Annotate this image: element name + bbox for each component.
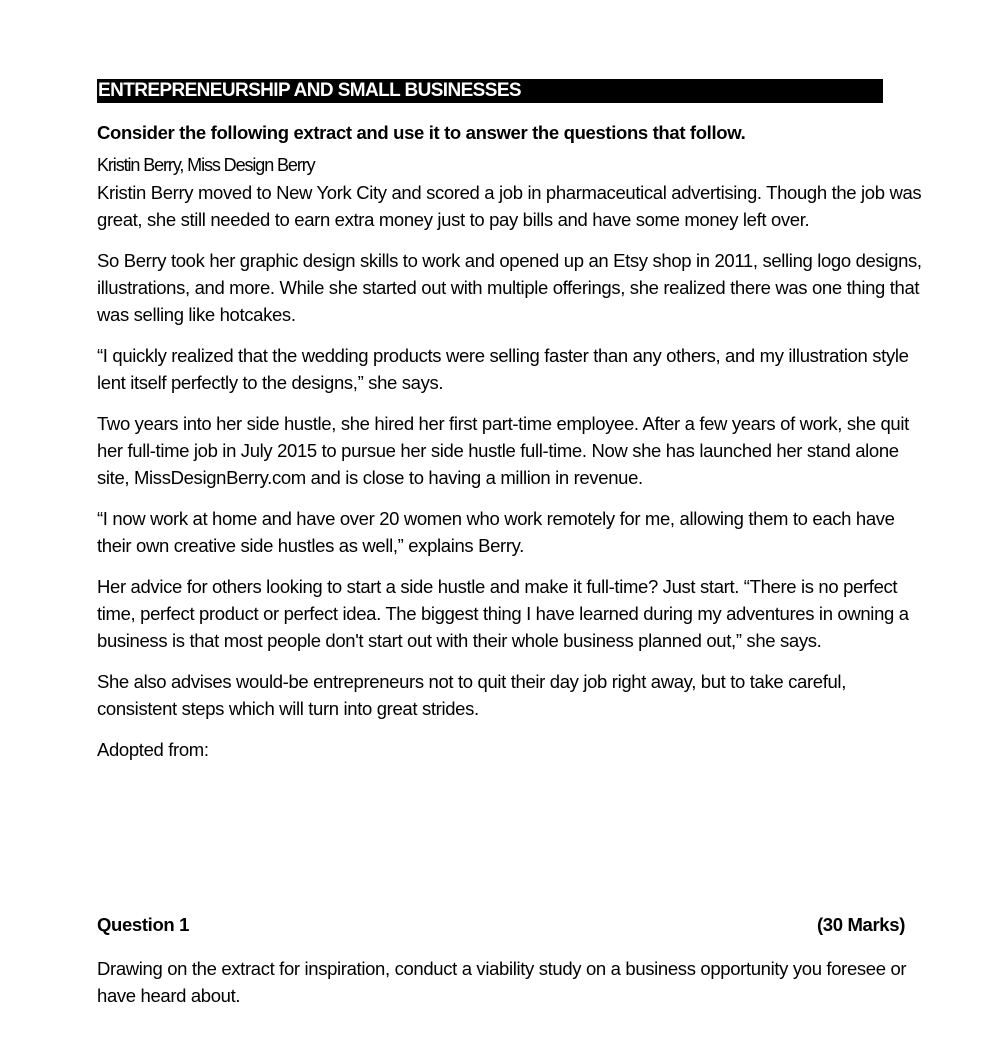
extract-author-line: Kristin Berry, Miss Design Berry xyxy=(97,155,315,175)
section-title: ENTREPRENEURSHIP AND SMALL BUSINESSES xyxy=(97,79,883,103)
question-label: Question 1 xyxy=(97,914,190,935)
extract-paragraph: “I now work at home and have over 20 women who work remotely for me, allowing them to each have their own creative side hustles as well,” explains Berry. xyxy=(97,508,895,556)
instruction-text: Consider the following extract and use it to answer the questions that follow. xyxy=(97,122,746,143)
extract-paragraph: Her advice for others looking to start a side hustle and make it full-time? Just start. “There is no perfect time, perfect product or perfect idea. The biggest thing I have learned during my adventures in owning a business is that most people don't start out with their whole business planned out,” she says. xyxy=(97,576,909,651)
question-marks: (30 Marks) xyxy=(816,914,905,935)
extract-paragraph: She also advises would-be entrepreneurs not to quit their day job right away, but to take careful, consistent steps which will turn into great strides. xyxy=(97,671,846,719)
document-page xyxy=(97,79,927,763)
question-header xyxy=(97,912,905,938)
extract-paragraph: Kristin Berry moved to New York City and scored a job in pharmaceutical advertising. Though the job was great, she still needed to earn extra money just to pay bills and have some money left over. xyxy=(97,182,922,230)
extract-paragraph: Two years into her side hustle, she hired her first part-time employee. After a few years of work, she quit her full-time job in July 2015 to pursue her side hustle full-time. Now she has launched her stand alone site, MissDesignBerry.com and is close to having a million in revenue. xyxy=(97,413,909,488)
extract-paragraph: So Berry took her graphic design skills to work and opened up an Etsy shop in 2011, selling logo designs, illustrations, and more. While she started out with multiple offerings, she realized there was one thing that was selling like hotcakes. xyxy=(97,250,922,325)
extract-paragraph: “I quickly realized that the wedding products were selling faster than any others, and my illustration style lent itself perfectly to the designs,” she says. xyxy=(97,345,909,393)
question-text: Drawing on the extract for inspiration, conduct a viability study on a business opportunity you foresee or have heard about. xyxy=(97,958,907,1006)
source-label: Adopted from: xyxy=(97,739,209,760)
